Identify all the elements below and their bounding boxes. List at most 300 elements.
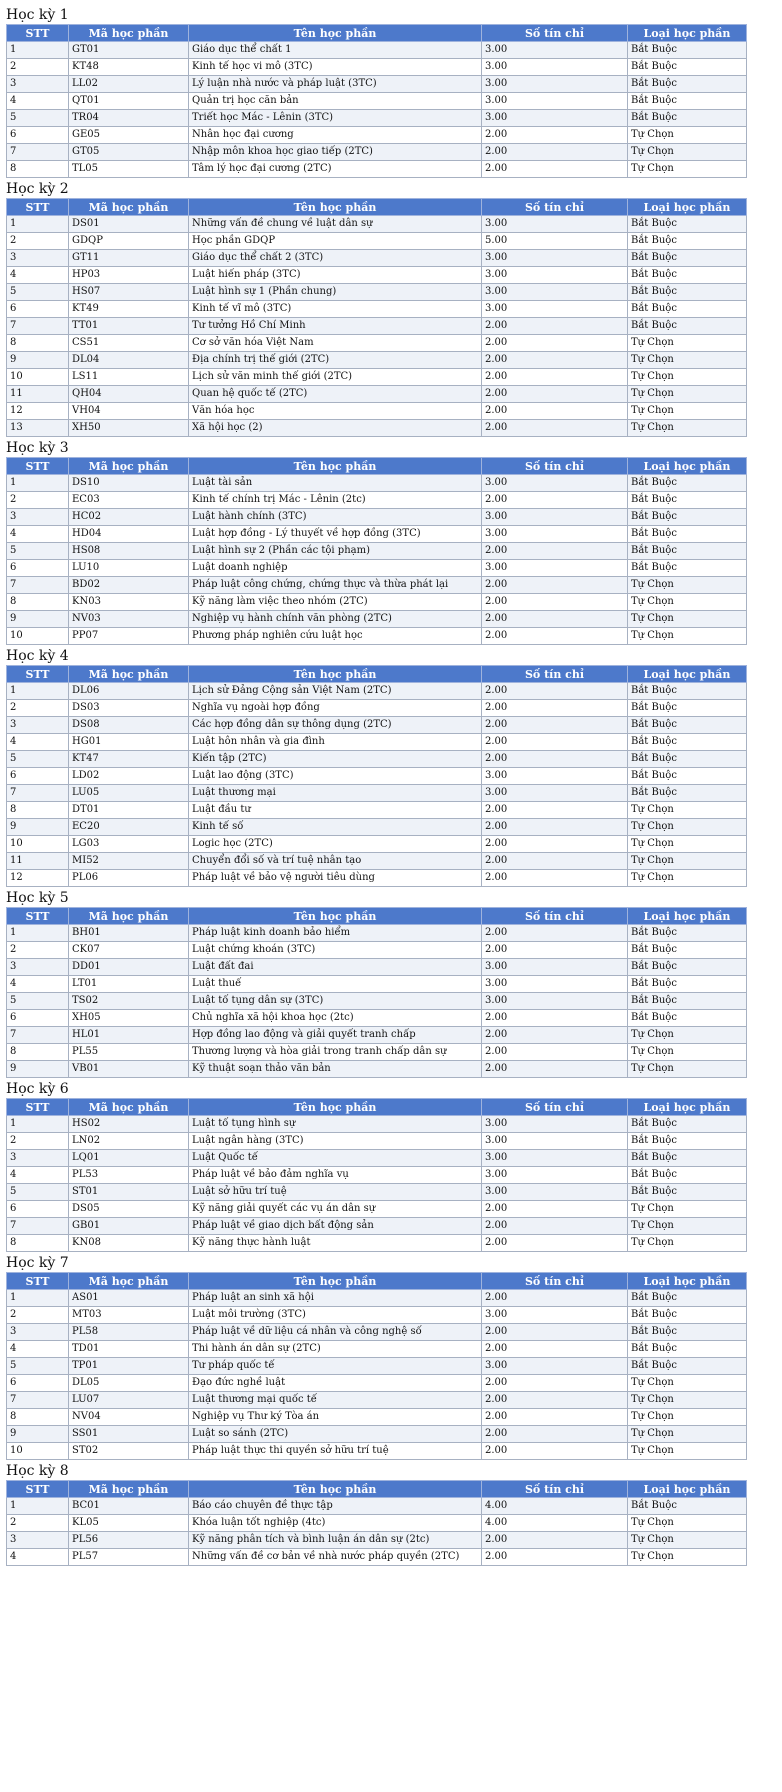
row-number-cell: 1 bbox=[7, 1498, 69, 1515]
table-header-row bbox=[7, 25, 747, 42]
row-number-cell: 13 bbox=[7, 420, 69, 437]
credits-cell: 3.00 bbox=[482, 993, 628, 1010]
header-course-name: Tên học phần bbox=[189, 1481, 482, 1498]
table-row bbox=[7, 1515, 747, 1532]
credits-cell: 2.00 bbox=[482, 853, 628, 870]
course-type-cell: Bắt Buộc bbox=[628, 1150, 747, 1167]
row-number-cell: 3 bbox=[7, 250, 69, 267]
course-name-cell: Lịch sử văn minh thế giới (2TC) bbox=[189, 369, 482, 386]
table-row bbox=[7, 1150, 747, 1167]
course-type-cell: Bắt Buộc bbox=[628, 1498, 747, 1515]
credits-cell: 2.00 bbox=[482, 1218, 628, 1235]
course-type-cell: Bắt Buộc bbox=[628, 1307, 747, 1324]
row-number-cell: 2 bbox=[7, 1307, 69, 1324]
row-number-cell: 8 bbox=[7, 594, 69, 611]
credits-cell: 3.00 bbox=[482, 1150, 628, 1167]
credits-cell: 2.00 bbox=[482, 683, 628, 700]
credits-cell: 3.00 bbox=[482, 59, 628, 76]
course-name-cell: Hợp đồng lao động và giải quyết tranh chấp bbox=[189, 1027, 482, 1044]
table-row bbox=[7, 717, 747, 734]
header-stt: STT bbox=[7, 199, 69, 216]
credits-cell: 3.00 bbox=[482, 1116, 628, 1133]
credits-cell: 2.00 bbox=[482, 1341, 628, 1358]
table-row bbox=[7, 1133, 747, 1150]
row-number-cell: 3 bbox=[7, 1324, 69, 1341]
credits-cell: 2.00 bbox=[482, 1426, 628, 1443]
course-type-cell: Bắt Buộc bbox=[628, 1167, 747, 1184]
course-name-cell: Khóa luận tốt nghiệp (4tc) bbox=[189, 1515, 482, 1532]
credits-cell: 2.00 bbox=[482, 1409, 628, 1426]
course-table bbox=[6, 24, 747, 178]
course-code-cell: KT48 bbox=[69, 59, 189, 76]
credits-cell: 2.00 bbox=[482, 717, 628, 734]
semester-section bbox=[6, 1254, 782, 1460]
course-type-cell: Tự Chọn bbox=[628, 819, 747, 836]
table-row bbox=[7, 734, 747, 751]
semester-section bbox=[6, 439, 782, 645]
header-course-type: Loại học phần bbox=[628, 1481, 747, 1498]
row-number-cell: 9 bbox=[7, 1426, 69, 1443]
table-row bbox=[7, 700, 747, 717]
credits-cell: 2.00 bbox=[482, 1549, 628, 1566]
course-type-cell: Bắt Buộc bbox=[628, 492, 747, 509]
course-code-cell: TP01 bbox=[69, 1358, 189, 1375]
row-number-cell: 6 bbox=[7, 127, 69, 144]
course-name-cell: Luật thương mại quốc tế bbox=[189, 1392, 482, 1409]
row-number-cell: 7 bbox=[7, 144, 69, 161]
credits-cell: 2.00 bbox=[482, 734, 628, 751]
course-type-cell: Bắt Buộc bbox=[628, 925, 747, 942]
row-number-cell: 9 bbox=[7, 611, 69, 628]
row-number-cell: 6 bbox=[7, 560, 69, 577]
row-number-cell: 5 bbox=[7, 1358, 69, 1375]
table-header-row bbox=[7, 908, 747, 925]
row-number-cell: 4 bbox=[7, 976, 69, 993]
course-type-cell: Bắt Buộc bbox=[628, 42, 747, 59]
header-stt: STT bbox=[7, 908, 69, 925]
course-type-cell: Bắt Buộc bbox=[628, 526, 747, 543]
course-code-cell: DL04 bbox=[69, 352, 189, 369]
course-name-cell: Địa chính trị thế giới (2TC) bbox=[189, 352, 482, 369]
course-code-cell: HL01 bbox=[69, 1027, 189, 1044]
credits-cell: 3.00 bbox=[482, 42, 628, 59]
table-row bbox=[7, 233, 747, 250]
course-name-cell: Xã hội học (2) bbox=[189, 420, 482, 437]
header-credits: Số tín chỉ bbox=[482, 199, 628, 216]
course-type-cell: Tự Chọn bbox=[628, 352, 747, 369]
course-code-cell: GDQP bbox=[69, 233, 189, 250]
table-row bbox=[7, 1184, 747, 1201]
row-number-cell: 7 bbox=[7, 1218, 69, 1235]
course-name-cell: Kinh tế học vi mô (3TC) bbox=[189, 59, 482, 76]
course-type-cell: Tự Chọn bbox=[628, 1549, 747, 1566]
course-name-cell: Luật ngân hàng (3TC) bbox=[189, 1133, 482, 1150]
course-name-cell: Nhập môn khoa học giao tiếp (2TC) bbox=[189, 144, 482, 161]
course-name-cell: Tư pháp quốc tế bbox=[189, 1358, 482, 1375]
table-row bbox=[7, 1307, 747, 1324]
header-course-name: Tên học phần bbox=[189, 1099, 482, 1116]
course-name-cell: Luật doanh nghiệp bbox=[189, 560, 482, 577]
table-row bbox=[7, 42, 747, 59]
course-type-cell: Bắt Buộc bbox=[628, 1324, 747, 1341]
row-number-cell: 7 bbox=[7, 1027, 69, 1044]
course-type-cell: Tự Chọn bbox=[628, 853, 747, 870]
course-code-cell: GT11 bbox=[69, 250, 189, 267]
table-header-row bbox=[7, 199, 747, 216]
table-row bbox=[7, 127, 747, 144]
course-code-cell: LT01 bbox=[69, 976, 189, 993]
table-row bbox=[7, 751, 747, 768]
course-code-cell: TR04 bbox=[69, 110, 189, 127]
course-type-cell: Bắt Buộc bbox=[628, 942, 747, 959]
header-course-code: Mã học phần bbox=[69, 199, 189, 216]
row-number-cell: 4 bbox=[7, 93, 69, 110]
course-name-cell: Nghĩa vụ ngoài hợp đồng bbox=[189, 700, 482, 717]
header-course-code: Mã học phần bbox=[69, 25, 189, 42]
course-type-cell: Tự Chọn bbox=[628, 386, 747, 403]
course-code-cell: PL58 bbox=[69, 1324, 189, 1341]
credits-cell: 2.00 bbox=[482, 594, 628, 611]
course-type-cell: Bắt Buộc bbox=[628, 267, 747, 284]
course-name-cell: Phương pháp nghiên cứu luật học bbox=[189, 628, 482, 645]
course-name-cell: Luật đầu tư bbox=[189, 802, 482, 819]
course-code-cell: DS01 bbox=[69, 216, 189, 233]
course-code-cell: GT05 bbox=[69, 144, 189, 161]
credits-cell: 5.00 bbox=[482, 233, 628, 250]
table-row bbox=[7, 768, 747, 785]
course-type-cell: Tự Chọn bbox=[628, 594, 747, 611]
course-type-cell: Tự Chọn bbox=[628, 1515, 747, 1532]
course-table bbox=[6, 198, 747, 437]
course-type-cell: Tự Chọn bbox=[628, 420, 747, 437]
semester-section bbox=[6, 1462, 782, 1566]
course-code-cell: PL55 bbox=[69, 1044, 189, 1061]
credits-cell: 3.00 bbox=[482, 216, 628, 233]
row-number-cell: 4 bbox=[7, 526, 69, 543]
course-type-cell: Tự Chọn bbox=[628, 628, 747, 645]
credits-cell: 2.00 bbox=[482, 1532, 628, 1549]
table-row bbox=[7, 267, 747, 284]
course-type-cell: Bắt Buộc bbox=[628, 543, 747, 560]
header-credits: Số tín chỉ bbox=[482, 1481, 628, 1498]
credits-cell: 2.00 bbox=[482, 1324, 628, 1341]
credits-cell: 2.00 bbox=[482, 802, 628, 819]
course-name-cell: Thương lượng và hòa giải trong tranh chấp dân sự bbox=[189, 1044, 482, 1061]
table-row bbox=[7, 1044, 747, 1061]
table-row bbox=[7, 1027, 747, 1044]
credits-cell: 2.00 bbox=[482, 751, 628, 768]
credits-cell: 3.00 bbox=[482, 560, 628, 577]
course-name-cell: Luật đất đai bbox=[189, 959, 482, 976]
course-name-cell: Kỹ năng giải quyết các vụ án dân sự bbox=[189, 1201, 482, 1218]
header-course-code: Mã học phần bbox=[69, 1273, 189, 1290]
semester-title: Học kỳ 2 bbox=[6, 181, 69, 197]
semester-section bbox=[6, 180, 782, 437]
course-type-cell: Tự Chọn bbox=[628, 1061, 747, 1078]
course-type-cell: Bắt Buộc bbox=[628, 700, 747, 717]
course-name-cell: Lịch sử Đảng Cộng sản Việt Nam (2TC) bbox=[189, 683, 482, 700]
course-type-cell: Tự Chọn bbox=[628, 1409, 747, 1426]
row-number-cell: 9 bbox=[7, 819, 69, 836]
header-course-type: Loại học phần bbox=[628, 458, 747, 475]
credits-cell: 2.00 bbox=[482, 925, 628, 942]
course-code-cell: GT01 bbox=[69, 42, 189, 59]
course-code-cell: MI52 bbox=[69, 853, 189, 870]
credits-cell: 2.00 bbox=[482, 819, 628, 836]
course-type-cell: Bắt Buộc bbox=[628, 959, 747, 976]
row-number-cell: 8 bbox=[7, 1044, 69, 1061]
row-number-cell: 1 bbox=[7, 216, 69, 233]
table-row bbox=[7, 1426, 747, 1443]
table-row bbox=[7, 509, 747, 526]
row-number-cell: 7 bbox=[7, 1392, 69, 1409]
course-code-cell: PL06 bbox=[69, 870, 189, 887]
credits-cell: 3.00 bbox=[482, 509, 628, 526]
course-code-cell: PP07 bbox=[69, 628, 189, 645]
course-name-cell: Logic học (2TC) bbox=[189, 836, 482, 853]
course-code-cell: EC20 bbox=[69, 819, 189, 836]
course-name-cell: Luật Quốc tế bbox=[189, 1150, 482, 1167]
course-code-cell: ST02 bbox=[69, 1443, 189, 1460]
course-code-cell: HS08 bbox=[69, 543, 189, 560]
course-code-cell: DL05 bbox=[69, 1375, 189, 1392]
course-code-cell: LU07 bbox=[69, 1392, 189, 1409]
course-name-cell: Những vấn đề chung về luật dân sự bbox=[189, 216, 482, 233]
table-row bbox=[7, 1341, 747, 1358]
course-code-cell: BH01 bbox=[69, 925, 189, 942]
course-name-cell: Luật sở hữu trí tuệ bbox=[189, 1184, 482, 1201]
course-type-cell: Bắt Buộc bbox=[628, 1184, 747, 1201]
credits-cell: 3.00 bbox=[482, 475, 628, 492]
row-number-cell: 5 bbox=[7, 284, 69, 301]
header-course-type: Loại học phần bbox=[628, 1099, 747, 1116]
table-row bbox=[7, 1443, 747, 1460]
table-row bbox=[7, 386, 747, 403]
course-type-cell: Tự Chọn bbox=[628, 1235, 747, 1252]
table-header-row bbox=[7, 458, 747, 475]
course-code-cell: DT01 bbox=[69, 802, 189, 819]
row-number-cell: 6 bbox=[7, 1010, 69, 1027]
row-number-cell: 6 bbox=[7, 1375, 69, 1392]
credits-cell: 3.00 bbox=[482, 93, 628, 110]
header-stt: STT bbox=[7, 1481, 69, 1498]
row-number-cell: 6 bbox=[7, 768, 69, 785]
table-header-row bbox=[7, 666, 747, 683]
table-row bbox=[7, 802, 747, 819]
table-row bbox=[7, 1201, 747, 1218]
course-code-cell: QH04 bbox=[69, 386, 189, 403]
course-type-cell: Tự Chọn bbox=[628, 1027, 747, 1044]
course-type-cell: Tự Chọn bbox=[628, 335, 747, 352]
row-number-cell: 1 bbox=[7, 1290, 69, 1307]
course-type-cell: Bắt Buộc bbox=[628, 216, 747, 233]
row-number-cell: 5 bbox=[7, 110, 69, 127]
course-name-cell: Pháp luật về bảo đảm nghĩa vụ bbox=[189, 1167, 482, 1184]
course-code-cell: PL57 bbox=[69, 1549, 189, 1566]
course-name-cell: Những vấn đề cơ bản về nhà nước pháp quyền (2TC) bbox=[189, 1549, 482, 1566]
table-row bbox=[7, 1116, 747, 1133]
table-row bbox=[7, 526, 747, 543]
credits-cell: 2.00 bbox=[482, 1027, 628, 1044]
course-type-cell: Bắt Buộc bbox=[628, 250, 747, 267]
header-course-type: Loại học phần bbox=[628, 666, 747, 683]
table-row bbox=[7, 1532, 747, 1549]
semester-title: Học kỳ 8 bbox=[6, 1463, 69, 1479]
course-name-cell: Pháp luật kinh doanh bảo hiểm bbox=[189, 925, 482, 942]
table-row bbox=[7, 1324, 747, 1341]
row-number-cell: 9 bbox=[7, 352, 69, 369]
course-code-cell: DL06 bbox=[69, 683, 189, 700]
course-table bbox=[6, 665, 747, 887]
row-number-cell: 1 bbox=[7, 925, 69, 942]
row-number-cell: 10 bbox=[7, 369, 69, 386]
table-row bbox=[7, 853, 747, 870]
table-header-row bbox=[7, 1273, 747, 1290]
course-type-cell: Bắt Buộc bbox=[628, 59, 747, 76]
table-row bbox=[7, 59, 747, 76]
course-code-cell: EC03 bbox=[69, 492, 189, 509]
course-code-cell: LL02 bbox=[69, 76, 189, 93]
table-row bbox=[7, 284, 747, 301]
credits-cell: 2.00 bbox=[482, 1392, 628, 1409]
table-row bbox=[7, 1290, 747, 1307]
course-name-cell: Luật hình sự 1 (Phần chung) bbox=[189, 284, 482, 301]
course-code-cell: HP03 bbox=[69, 267, 189, 284]
row-number-cell: 1 bbox=[7, 475, 69, 492]
credits-cell: 3.00 bbox=[482, 1307, 628, 1324]
course-name-cell: Các hợp đồng dân sự thông dụng (2TC) bbox=[189, 717, 482, 734]
table-row bbox=[7, 925, 747, 942]
row-number-cell: 12 bbox=[7, 403, 69, 420]
course-type-cell: Tự Chọn bbox=[628, 1392, 747, 1409]
row-number-cell: 2 bbox=[7, 233, 69, 250]
row-number-cell: 8 bbox=[7, 335, 69, 352]
row-number-cell: 1 bbox=[7, 42, 69, 59]
table-row bbox=[7, 577, 747, 594]
course-code-cell: QT01 bbox=[69, 93, 189, 110]
course-name-cell: Luật hợp đồng - Lý thuyết về hợp đồng (3TC) bbox=[189, 526, 482, 543]
course-code-cell: VB01 bbox=[69, 1061, 189, 1078]
course-type-cell: Bắt Buộc bbox=[628, 560, 747, 577]
course-name-cell: Kinh tế số bbox=[189, 819, 482, 836]
course-name-cell: Học phần GDQP bbox=[189, 233, 482, 250]
row-number-cell: 6 bbox=[7, 1201, 69, 1218]
course-name-cell: Kỹ thuật soạn thảo văn bản bbox=[189, 1061, 482, 1078]
course-type-cell: Tự Chọn bbox=[628, 836, 747, 853]
header-course-code: Mã học phần bbox=[69, 1099, 189, 1116]
course-type-cell: Bắt Buộc bbox=[628, 683, 747, 700]
table-row bbox=[7, 1235, 747, 1252]
course-name-cell: Kinh tế chính trị Mác - Lênin (2tc) bbox=[189, 492, 482, 509]
header-stt: STT bbox=[7, 1273, 69, 1290]
row-number-cell: 8 bbox=[7, 1409, 69, 1426]
course-name-cell: Luật tố tụng hình sự bbox=[189, 1116, 482, 1133]
credits-cell: 2.00 bbox=[482, 1061, 628, 1078]
course-code-cell: NV03 bbox=[69, 611, 189, 628]
credits-cell: 2.00 bbox=[482, 1375, 628, 1392]
row-number-cell: 4 bbox=[7, 267, 69, 284]
course-name-cell: Pháp luật về dữ liệu cá nhân và công nghệ số bbox=[189, 1324, 482, 1341]
course-type-cell: Bắt Buộc bbox=[628, 110, 747, 127]
row-number-cell: 8 bbox=[7, 161, 69, 178]
header-stt: STT bbox=[7, 25, 69, 42]
course-name-cell: Nghiệp vụ Thư ký Tòa án bbox=[189, 1409, 482, 1426]
course-code-cell: KN08 bbox=[69, 1235, 189, 1252]
credits-cell: 2.00 bbox=[482, 1443, 628, 1460]
course-code-cell: XH50 bbox=[69, 420, 189, 437]
header-stt: STT bbox=[7, 666, 69, 683]
course-code-cell: TL05 bbox=[69, 161, 189, 178]
table-row bbox=[7, 144, 747, 161]
credits-cell: 2.00 bbox=[482, 543, 628, 560]
row-number-cell: 3 bbox=[7, 509, 69, 526]
course-code-cell: LS11 bbox=[69, 369, 189, 386]
credits-cell: 2.00 bbox=[482, 386, 628, 403]
course-type-cell: Bắt Buộc bbox=[628, 1116, 747, 1133]
header-course-name: Tên học phần bbox=[189, 666, 482, 683]
course-code-cell: LD02 bbox=[69, 768, 189, 785]
table-row bbox=[7, 93, 747, 110]
course-code-cell: ST01 bbox=[69, 1184, 189, 1201]
credits-cell: 3.00 bbox=[482, 110, 628, 127]
credits-cell: 2.00 bbox=[482, 127, 628, 144]
course-type-cell: Bắt Buộc bbox=[628, 509, 747, 526]
course-name-cell: Pháp luật thực thi quyền sở hữu trí tuệ bbox=[189, 1443, 482, 1460]
header-credits: Số tín chỉ bbox=[482, 908, 628, 925]
course-type-cell: Tự Chọn bbox=[628, 611, 747, 628]
course-code-cell: TS02 bbox=[69, 993, 189, 1010]
semester-section bbox=[6, 6, 782, 178]
table-row bbox=[7, 1218, 747, 1235]
header-course-name: Tên học phần bbox=[189, 1273, 482, 1290]
table-row bbox=[7, 420, 747, 437]
course-type-cell: Tự Chọn bbox=[628, 161, 747, 178]
table-row bbox=[7, 161, 747, 178]
header-stt: STT bbox=[7, 1099, 69, 1116]
row-number-cell: 7 bbox=[7, 577, 69, 594]
credits-cell: 2.00 bbox=[482, 1290, 628, 1307]
header-course-name: Tên học phần bbox=[189, 458, 482, 475]
course-type-cell: Bắt Buộc bbox=[628, 734, 747, 751]
course-code-cell: DS03 bbox=[69, 700, 189, 717]
header-credits: Số tín chỉ bbox=[482, 1273, 628, 1290]
table-row bbox=[7, 942, 747, 959]
table-row bbox=[7, 594, 747, 611]
course-code-cell: LU05 bbox=[69, 785, 189, 802]
credits-cell: 2.00 bbox=[482, 161, 628, 178]
header-course-name: Tên học phần bbox=[189, 908, 482, 925]
credits-cell: 2.00 bbox=[482, 628, 628, 645]
row-number-cell: 4 bbox=[7, 1549, 69, 1566]
table-row bbox=[7, 1167, 747, 1184]
course-type-cell: Bắt Buộc bbox=[628, 76, 747, 93]
course-code-cell: KT47 bbox=[69, 751, 189, 768]
course-name-cell: Thi hành án dân sự (2TC) bbox=[189, 1341, 482, 1358]
table-header-row bbox=[7, 1099, 747, 1116]
course-code-cell: LN02 bbox=[69, 1133, 189, 1150]
credits-cell: 3.00 bbox=[482, 1184, 628, 1201]
course-code-cell: DS05 bbox=[69, 1201, 189, 1218]
row-number-cell: 10 bbox=[7, 628, 69, 645]
course-code-cell: MT03 bbox=[69, 1307, 189, 1324]
row-number-cell: 4 bbox=[7, 1167, 69, 1184]
course-code-cell: NV04 bbox=[69, 1409, 189, 1426]
credits-cell: 3.00 bbox=[482, 1358, 628, 1375]
row-number-cell: 3 bbox=[7, 1532, 69, 1549]
credits-cell: 2.00 bbox=[482, 369, 628, 386]
course-type-cell: Tự Chọn bbox=[628, 577, 747, 594]
row-number-cell: 7 bbox=[7, 318, 69, 335]
